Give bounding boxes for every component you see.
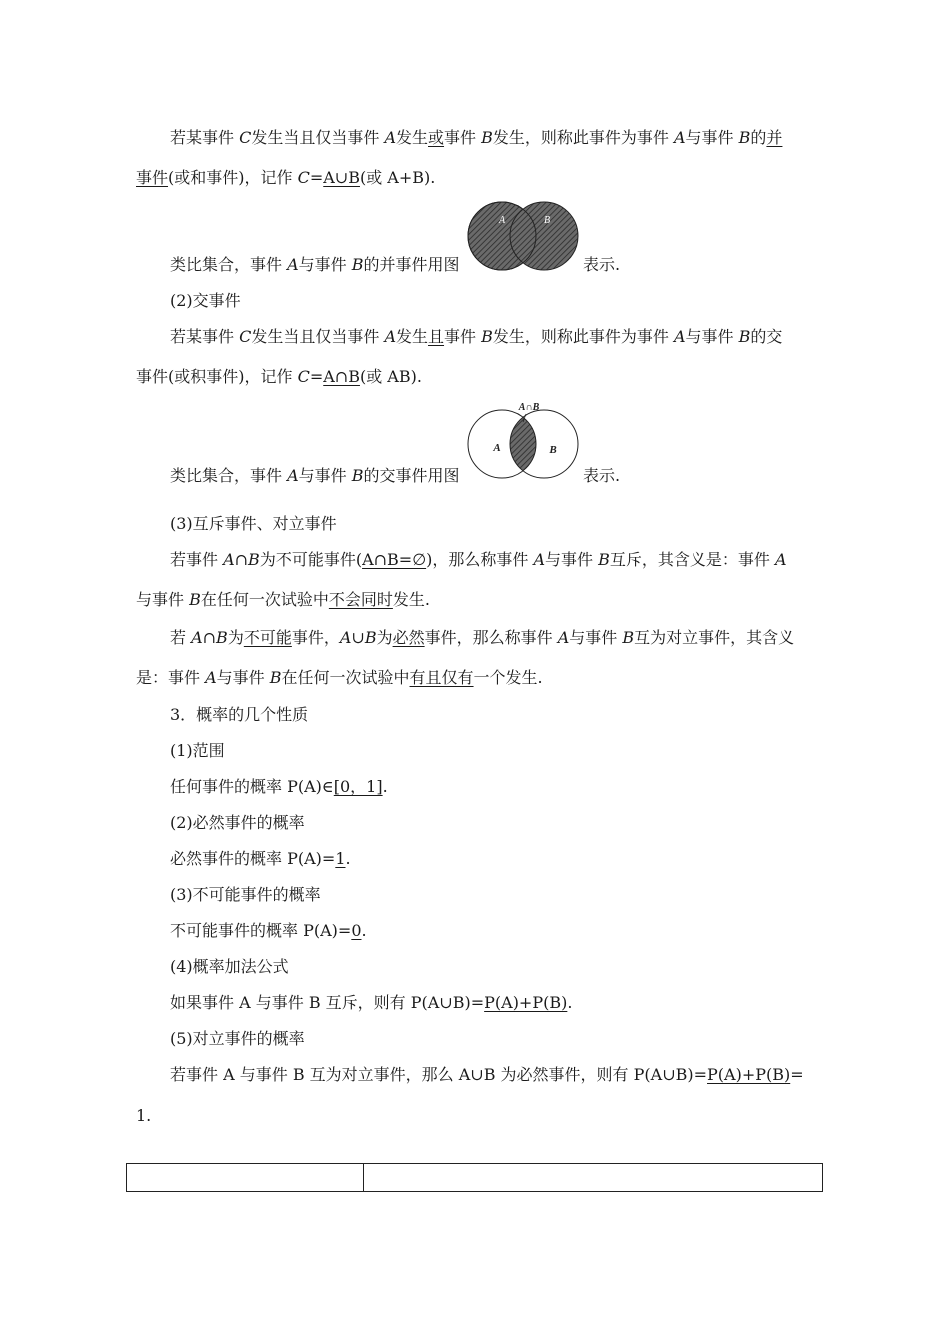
union-definition-line-1: 若某事件 C发生当且仅当事件 A发生或事件 B发生，则称此事件为事件 A与事件 B的并 — [170, 128, 783, 147]
range-text: 任何事件的概率 P(A)∈[0，1]. — [170, 777, 388, 796]
empty-table — [126, 1163, 823, 1192]
intersection-definition-line-2: 事件(或积事件)，记作 C=A∩B(或 AB). — [136, 367, 422, 386]
certain-event-heading: (2)必然事件的概率 — [170, 813, 305, 832]
exclusive-line-1: 若事件 A∩B为不可能事件(A∩B=∅)，那么称事件 A与事件 B互斥，其含义是：事件 A — [170, 550, 787, 569]
table-column-divider — [363, 1164, 364, 1191]
intersection-heading: (2)交事件 — [170, 291, 241, 310]
impossible-event-heading: (3)不可能事件的概率 — [170, 885, 321, 904]
intersection-expression: A∩B — [323, 367, 360, 386]
union-venn-label-b: B — [543, 215, 551, 226]
union-expression: A∪B — [323, 168, 360, 187]
union-show-text: 表示. — [583, 255, 621, 274]
complementary-line-1: 若 A∩B为不可能事件，A∪B为必然事件，那么称事件 A与事件 B互为对立事件，其含义 — [170, 628, 795, 647]
properties-heading: 3．概率的几个性质 — [170, 705, 309, 724]
underlined-bing: 并 — [766, 128, 783, 147]
intersection-venn-label-top: A∩B — [518, 402, 540, 413]
union-venn-diagram — [465, 198, 583, 274]
underlined-and: 且 — [428, 327, 445, 346]
intersection-show-text: 表示. — [583, 466, 621, 485]
addition-formula-heading: (4)概率加法公式 — [170, 957, 289, 976]
intersection-analogy-text: 类比集合，事件 A与事件 B的交事件用图 — [170, 466, 460, 485]
exclusive-line-2: 与事件 B在任何一次试验中不会同时发生. — [136, 590, 430, 609]
complementary-prob-heading: (5)对立事件的概率 — [170, 1029, 305, 1048]
complementary-prob-result: 1. — [136, 1106, 152, 1125]
intersection-venn-label-b: B — [549, 444, 557, 456]
underlined-or: 或 — [428, 128, 445, 147]
complementary-prob-text: 若事件 A 与事件 B 互为对立事件，那么 A∪B 为必然事件，则有 P(A∪B)=P(A)+P(B)= — [170, 1065, 804, 1084]
certain-event-text: 必然事件的概率 P(A)=1. — [170, 849, 351, 868]
complementary-line-2: 是：事件 A与事件 B在任何一次试验中有且仅有一个发生. — [136, 668, 543, 687]
addition-formula-text: 如果事件 A 与事件 B 互斥，则有 P(A∪B)=P(A)+P(B). — [170, 993, 573, 1012]
range-heading: (1)范围 — [170, 741, 225, 760]
union-analogy-text: 类比集合，事件 A与事件 B的并事件用图 — [170, 255, 460, 274]
intersection-definition-line-1: 若某事件 C发生当且仅当事件 A发生且事件 B发生，则称此事件为事件 A与事件 B的交 — [170, 327, 783, 346]
union-definition-line-2: 事件(或和事件)，记作 C=A∪B(或 A+B). — [136, 168, 436, 187]
impossible-event-text: 不可能事件的概率 P(A)=0. — [170, 921, 367, 940]
intersection-venn-diagram — [465, 398, 583, 482]
intersection-venn-label-a: A — [493, 442, 501, 454]
union-venn-label-a: A — [498, 215, 506, 226]
exclusive-heading: (3)互斥事件、对立事件 — [170, 514, 337, 533]
